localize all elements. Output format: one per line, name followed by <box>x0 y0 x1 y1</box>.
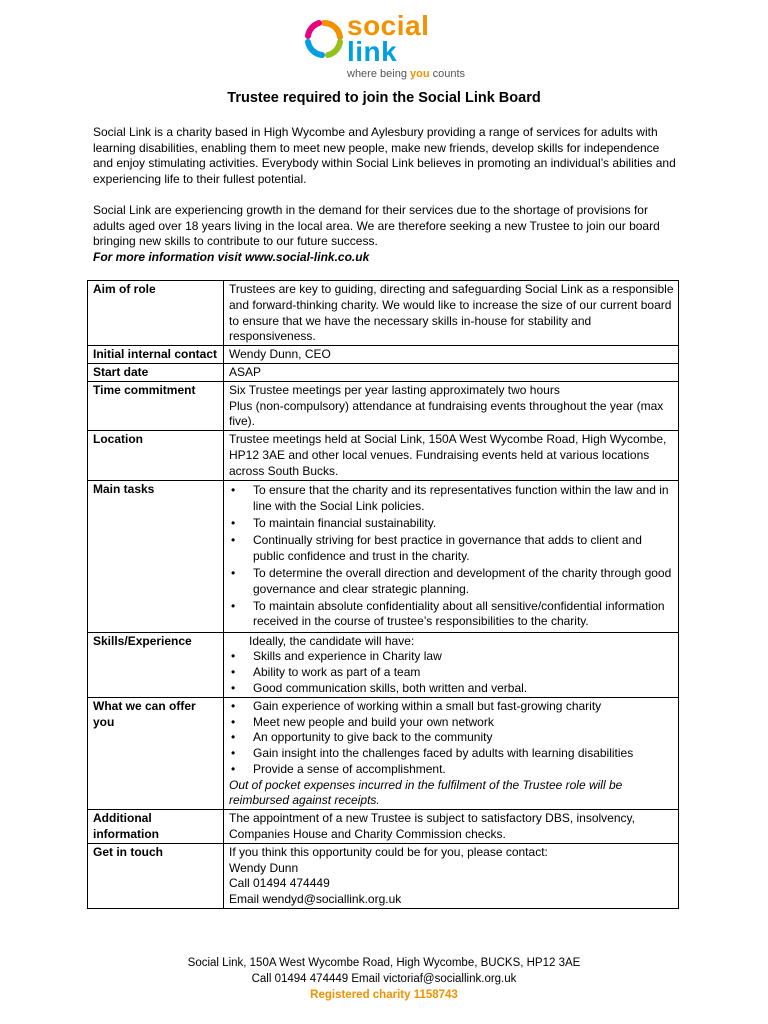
touch-email[interactable]: Email wendyd@sociallink.org.uk <box>229 892 402 907</box>
logo-word-link: link <box>347 36 398 67</box>
row-label-time: Time commitment <box>88 381 224 430</box>
list-item: • Continually striving for best practice in governance that adds to client and public confidence and trust in the charity. <box>229 533 674 565</box>
row-label-additional: Additional information <box>88 810 224 844</box>
table-row-touch <box>88 843 679 908</box>
table-row-time <box>88 381 679 430</box>
tagline-post: counts <box>429 68 466 80</box>
row-value-contact: Wendy Dunn, CEO <box>224 346 679 364</box>
page-title: Trustee required to join the Social Link Board <box>227 90 541 106</box>
list-item: • Gain insight into the challenges faced by adults with learning disabilities <box>229 746 674 762</box>
row-label-offer: What we can offer you <box>88 697 224 810</box>
intro-text-2: Social Link are experiencing growth in the demand for their services due to the shortage of provisions for adults aged over 18 years living in the local area. We are therefore seeking a new Trustee to join our board bringing new skills to contribute to our future success. <box>93 203 660 248</box>
row-label-tasks: Main tasks <box>88 480 224 632</box>
touch-line-1: If you think this opportunity could be for you, please contact: <box>229 844 548 859</box>
list-item: • Skills and experience in Charity law <box>229 649 674 665</box>
row-value-additional: The appointment of a new Trustee is subject to satisfactory DBS, insolvency, Companies House and Charity Commission checks. <box>224 810 679 844</box>
time-line-1: Six Trustee meetings per year lasting approximately two hours <box>229 382 560 397</box>
footer-address: Social Link, 150A West Wycombe Road, High Wycombe, BUCKS, HP12 3AE <box>187 957 581 969</box>
list-item: • To maintain financial sustainability. <box>229 516 674 532</box>
list-item: • Provide a sense of accomplishment. <box>229 762 674 778</box>
tasks-list <box>229 483 674 630</box>
row-value-tasks <box>224 480 679 632</box>
page-footer <box>0 955 768 1003</box>
expenses-note: Out of pocket expenses incurred in the fulfilment of the Trustee role will be reimbursed against receipts. <box>229 777 623 808</box>
list-item: • An opportunity to give back to the community <box>229 730 674 746</box>
logo-tagline <box>347 68 465 80</box>
skills-intro: Ideally, the candidate will have: <box>249 633 415 648</box>
more-info-link[interactable]: For more information visit www.social-link.co.uk <box>93 249 370 264</box>
list-item: • Meet new people and build your own network <box>229 715 674 731</box>
row-value-aim: Trustees are key to guiding, directing and safeguarding Social Link as a responsible and forward-thinking charity. We would like to increase the size of our current board to ensure that we have the necessary skills in-house for stability and responsiveness. <box>224 281 679 346</box>
tagline-pre: where being <box>347 68 410 80</box>
list-item: • To determine the overall direction and development of the charity through good governance and clear strategic planning. <box>229 566 674 598</box>
row-label-aim: Aim of role <box>88 281 224 346</box>
offer-list <box>229 699 674 778</box>
touch-line-3: Call 01494 474449 <box>229 876 330 891</box>
row-label-touch: Get in touch <box>88 843 224 908</box>
row-value-location: Trustee meetings held at Social Link, 150A West Wycombe Road, High Wycombe, HP12 3AE and other local venues. Fundraising events held at various locations across South Bucks. <box>224 431 679 480</box>
list-item: • Gain experience of working within a small but fast-growing charity <box>229 699 674 715</box>
touch-line-2: Wendy Dunn <box>229 860 299 875</box>
row-value-start: ASAP <box>224 363 679 381</box>
row-value-offer <box>224 697 679 810</box>
row-value-skills <box>224 632 679 697</box>
row-label-location: Location <box>88 431 224 480</box>
intro-text-1: Social Link is a charity based in High Wycombe and Aylesbury providing a range of services for adults with learning disabilities, enabling them to meet new people, make new friends, develop skills for independence and enjoy stimulating activities. Everybody within Social Link believes in promoting an individual’s abilities and experiencing life to their fullest potential. <box>93 125 676 186</box>
table-row-tasks <box>88 480 679 632</box>
table-row-additional <box>88 810 679 844</box>
skills-list <box>229 649 674 696</box>
table-row-skills <box>88 632 679 697</box>
list-item: • Ability to work as part of a team <box>229 665 674 681</box>
row-label-start: Start date <box>88 363 224 381</box>
social-link-logo <box>303 10 473 80</box>
logo-word-social: social <box>347 10 430 41</box>
logo-ring-icon <box>303 18 345 60</box>
intro-paragraph-1 <box>93 125 678 187</box>
table-row-start <box>88 363 679 381</box>
table-row-contact <box>88 346 679 364</box>
intro-paragraph-2 <box>93 203 678 265</box>
list-item: • To ensure that the charity and its representatives function within the law and in line with the Social Link policies. <box>229 483 674 515</box>
footer-contact: Call 01494 474449 Email victoriaf@sociallink.org.uk <box>251 973 517 985</box>
time-line-2: Plus (non-compulsory) attendance at fundraising events throughout the year (max five). <box>229 398 664 429</box>
table-row-aim <box>88 281 679 346</box>
table-row-offer <box>88 697 679 810</box>
row-label-contact: Initial internal contact <box>88 346 224 364</box>
list-item: • To maintain absolute confidentiality about all sensitive/confidential information received in the course of trustee’s responsibilities to the charity. <box>229 599 674 631</box>
row-value-touch <box>224 843 679 908</box>
table-row-location <box>88 431 679 480</box>
list-item: • Good communication skills, both written and verbal. <box>229 681 674 697</box>
row-label-skills: Skills/Experience <box>88 632 224 697</box>
tagline-you: you <box>410 68 430 80</box>
row-value-time <box>224 381 679 430</box>
footer-registered: Registered charity 1158743 <box>310 989 458 1001</box>
role-details-table <box>87 280 679 909</box>
